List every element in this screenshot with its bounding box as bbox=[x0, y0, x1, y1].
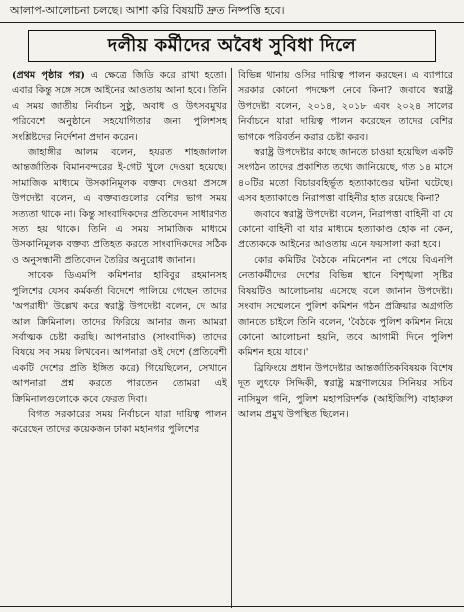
paragraph: জাহাঙ্গীর আলম বলেন, হযরত শাহজালাল আন্তর্জাতিক বিমানবন্দরের ই-গেট খুলে দেওয়া হয়েছে। সামাজিক মাধ্যমে উসকানিমূলক বক্তব্য দেওয়া প্রসঙ্গে উপদেষ্টা বলেন, এ বক্তব্যগুলোর বেশির ভাগ সময় সত্যতা থাকে না। কিন্তু সাংবাদিকদের প্রতিবেদন সাধারণত সত্য হয় থাকে। তিনি এ সময় সামাজিক মাধ্যমে উসকানিমূলক বক্তব্য প্রতিহত করতে সাংবাদিকদের সঠিক ও অনুসন্ধানী প্রতিবেদন তৈরির অনুরোধ জানান। bbox=[12, 147, 227, 266]
paragraph: স্বরাষ্ট্র উপদেষ্টার কাছে জানতে চাওয়া হয়েছিল একটি সংগঠন তাদের প্রকাশিত তথ্যে জানিয়েছে, গত ১৪ মাসে ৪০টির মতো বিচারবহির্ভূত হত্যাকাণ্ডের ঘটনা ঘটেছে। এসব হত্যাকাণ্ডে নিরাপত্তা বাহিনীর হাত রয়েছে কিনা? bbox=[238, 147, 453, 205]
left-column bbox=[12, 68, 227, 608]
bottom-divider bbox=[0, 606, 464, 607]
headline: দলীয় কর্মীদের অবৈধ সুবিধা দিলে bbox=[107, 34, 357, 56]
continuation-lead: (প্রথম পৃষ্ঠার পর) bbox=[12, 70, 85, 81]
article-body bbox=[12, 68, 454, 608]
top-divider bbox=[0, 22, 464, 23]
headline-box bbox=[28, 30, 436, 62]
paragraph bbox=[12, 68, 227, 145]
paragraph: বিভিন্ন থানায় ওসির দায়িত্ব পালন করছেন। এ ব্যাপারে সরকার কোনো পদক্ষেপ নেবে কিনা? জবাবে স্বরাষ্ট্র উপদেষ্টা বলেন, ২০১৪, ২০১৮ এবং ২০২৪ সালের নির্বাচনে যারা দায়িত্ব পালন করেছেন তাদের বেশির ভাগকে পরিবর্তন করার চেষ্টা করব। bbox=[238, 70, 453, 143]
paragraph-text: এ ক্ষেত্রে জিডি করে রাখা হতো। এবার কিন্তু সঙ্গে সঙ্গে আইনের আওতায় আনা হবে। তিনি এ সময় জাতীয় নির্বাচন সুষ্ঠু, অবাধ ও উৎসবমুখর পরিবেশে অনুষ্ঠানে সহযোগিতার জন্য পুলিশসহ সংশ্লিষ্টদের নির্দেশনা প্রদান করেন। bbox=[12, 70, 227, 143]
previous-article-tail: আলাপ-আলোচনা চলছে। আশা করি বিষয়টি দ্রুত নিষ্পত্তি হবে। bbox=[10, 4, 285, 17]
paragraph: ব্রিফিংয়ে প্রধান উপদেষ্টার আন্তর্জাতিকবিষয়ক বিশেষ দূত লুৎফে সিদ্দিকী, স্বরাষ্ট্র মন্ত্রণালয়ের সিনিয়র সচিব নাসিমুল গনি, পুলিশ মহাপরিদর্শক (আইজিপি) বাহারুল আলম প্রমুখ উপস্থিত ছিলেন। bbox=[238, 362, 453, 420]
paragraph: সাবেক ডিএমপি কমিশনার হাবিবুর রহমানসহ পুলিশের যেসব কর্মকর্তা বিদেশে পালিয়ে গেছেন তাদের 'অপরাধী' উল্লেখ করে স্বরাষ্ট্র উপদেষ্টা বলেন, দে আর আল ক্রিমিনাল। তাদের ফিরিয়ে আনার জন্য আমরা সর্বাত্মক চেষ্টা করছি। আপনারাও (সাংবাদিক) তাদের বিষয়ে সব সময় লিখবেন। আপনারা ওই দেশে (প্রতিবেশী একটি দেশের প্রতি ইঙ্গিত করে) গিয়েছিলেন, সেখানে আপনারা প্রশ্ন করতে পারতেন তোমরা এই ক্রিমিনালগুলোকে কবে ফেরত দিবা। bbox=[12, 270, 227, 405]
paragraph: জবাবে স্বরাষ্ট্র উপদেষ্টা বলেন, নিরাপত্তা বাহিনী বা যে কোনো বাহিনী বা যার মাধ্যমে হত্যাকাণ্ড হোক না কেন, প্রত্যেককে আইনের আওতায় এনে ফয়সালা করা হবে। bbox=[238, 208, 453, 251]
column-divider bbox=[231, 68, 232, 608]
paragraph: বিগত সরকারের সময় নির্বাচনে যারা দায়িত্ব পালন করেছেন তাদের কয়েকজন ঢাকা মহানগর পুলিশের bbox=[12, 408, 227, 436]
right-column bbox=[238, 68, 453, 608]
paragraph: কোর কমিটির বৈঠকে নমিনেশন না পেয়ে বিএনপি নেতাকর্মীদের দেশের বিভিন্ন স্থানে বিশৃঙ্খলা সৃষ্টির বিষয়টিও আলোচনায় এসেছে বলে জানান উপদেষ্টা। সংবাদ সম্মেলনে পুলিশ কমিশন গঠন প্রক্রিয়ার অগ্রগতি জানতে চাইলে তিনি বলেন, 'বৈঠকে পুলিশ কমিশন নিয়ে কোনো আলোচনা হয়নি, তবে আগামী দিনে পুলিশ কমিশন হয়ে যাবে।' bbox=[238, 254, 453, 359]
